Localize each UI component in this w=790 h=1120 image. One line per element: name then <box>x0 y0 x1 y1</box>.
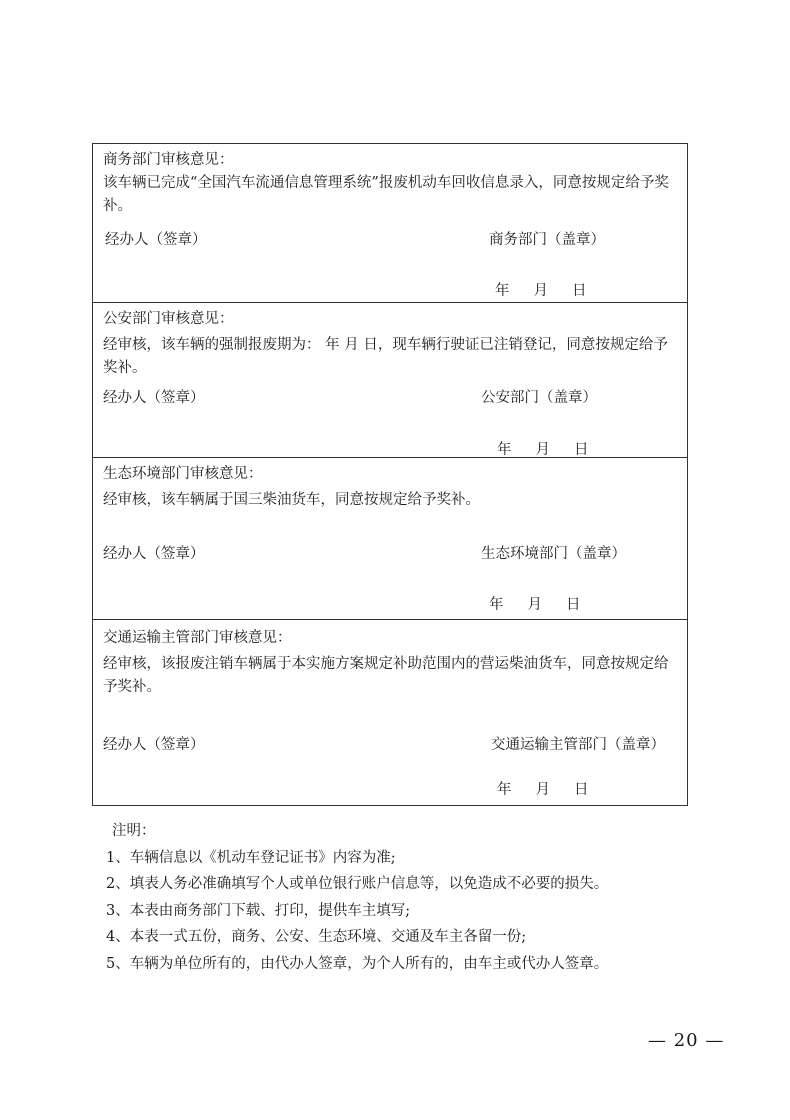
page-number: — 20 — <box>648 1030 725 1051</box>
transport-section-title: 交通运输主管部门审核意见： <box>103 630 292 646</box>
commerce-section <box>93 144 687 303</box>
note-item: 1、车辆信息以《机动车登记证书》内容为准; <box>106 849 396 866</box>
transport-dept-seal-label: 交通运输主管部门（盖章） <box>491 737 665 753</box>
date-year-label: 年 <box>497 782 512 798</box>
notes-block <box>106 818 608 977</box>
environment-handler-signature-label: 经办人（签章） <box>103 546 205 562</box>
approval-form-table <box>92 143 688 806</box>
transport-opinion-text: 经审核，该报废注销车辆属于本实施方案规定补助范围内的营运柴油货车，同意按规定给予奖补。 <box>103 656 669 695</box>
commerce-opinion-text: 该车辆已完成“全国汽车流通信息管理系统”报废机动车回收信息录入，同意按规定给予奖补。 <box>103 175 669 214</box>
police-dept-seal-label: 公安部门（盖章） <box>481 390 597 406</box>
date-day-label: 日 <box>572 283 587 299</box>
transport-date-line <box>497 780 589 800</box>
date-day-label: 日 <box>574 442 589 458</box>
transport-handler-signature-label: 经办人（签章） <box>103 737 205 753</box>
date-day-label: 日 <box>574 782 589 798</box>
transport-section <box>93 620 687 805</box>
environment-section <box>93 458 687 620</box>
date-year-label: 年 <box>497 442 512 458</box>
note-item: 3、本表由商务部门下载、打印，提供车主填写; <box>106 902 411 919</box>
police-date-line <box>497 440 589 460</box>
note-item: 2、填表人务必准确填写个人或单位银行账户信息等，以免造成不必要的损失。 <box>106 876 609 892</box>
environment-opinion-text: 经审核，该车辆属于国三柴油货车，同意按规定给予奖补。 <box>103 492 480 508</box>
police-handler-signature-label: 经办人（签章） <box>103 390 205 406</box>
environment-dept-seal-label: 生态环境部门（盖章） <box>481 546 626 562</box>
commerce-dept-seal-label: 商务部门（盖章） <box>489 232 605 248</box>
date-month-label: 月 <box>535 442 550 458</box>
commerce-handler-signature-label: 经办人（签章） <box>105 232 207 248</box>
commerce-date-line <box>495 281 587 301</box>
police-section-title: 公安部门审核意见： <box>103 311 234 327</box>
environment-date-line <box>489 595 581 615</box>
date-month-label: 月 <box>535 782 550 798</box>
note-item: 5、车辆为单位所有的，由代办人签章，为个人所有的，由车主或代办人签章。 <box>106 955 609 972</box>
date-day-label: 日 <box>566 597 581 613</box>
commerce-section-title: 商务部门审核意见： <box>103 152 234 168</box>
environment-section-title: 生态环境部门审核意见： <box>103 466 263 482</box>
police-section <box>93 303 687 458</box>
note-item: 4、本表一式五份，商务、公安、生态环境、交通及车主各留一份; <box>106 929 527 945</box>
notes-title: 注明： <box>112 823 156 839</box>
date-year-label: 年 <box>489 597 504 613</box>
date-month-label: 月 <box>533 283 548 299</box>
date-year-label: 年 <box>495 283 510 299</box>
police-opinion-text: 经审核，该车辆的强制报废期为： 年 月 日，现车辆行驶证已注销登记，同意按规定给予奖补。 <box>103 337 668 376</box>
date-month-label: 月 <box>527 597 542 613</box>
